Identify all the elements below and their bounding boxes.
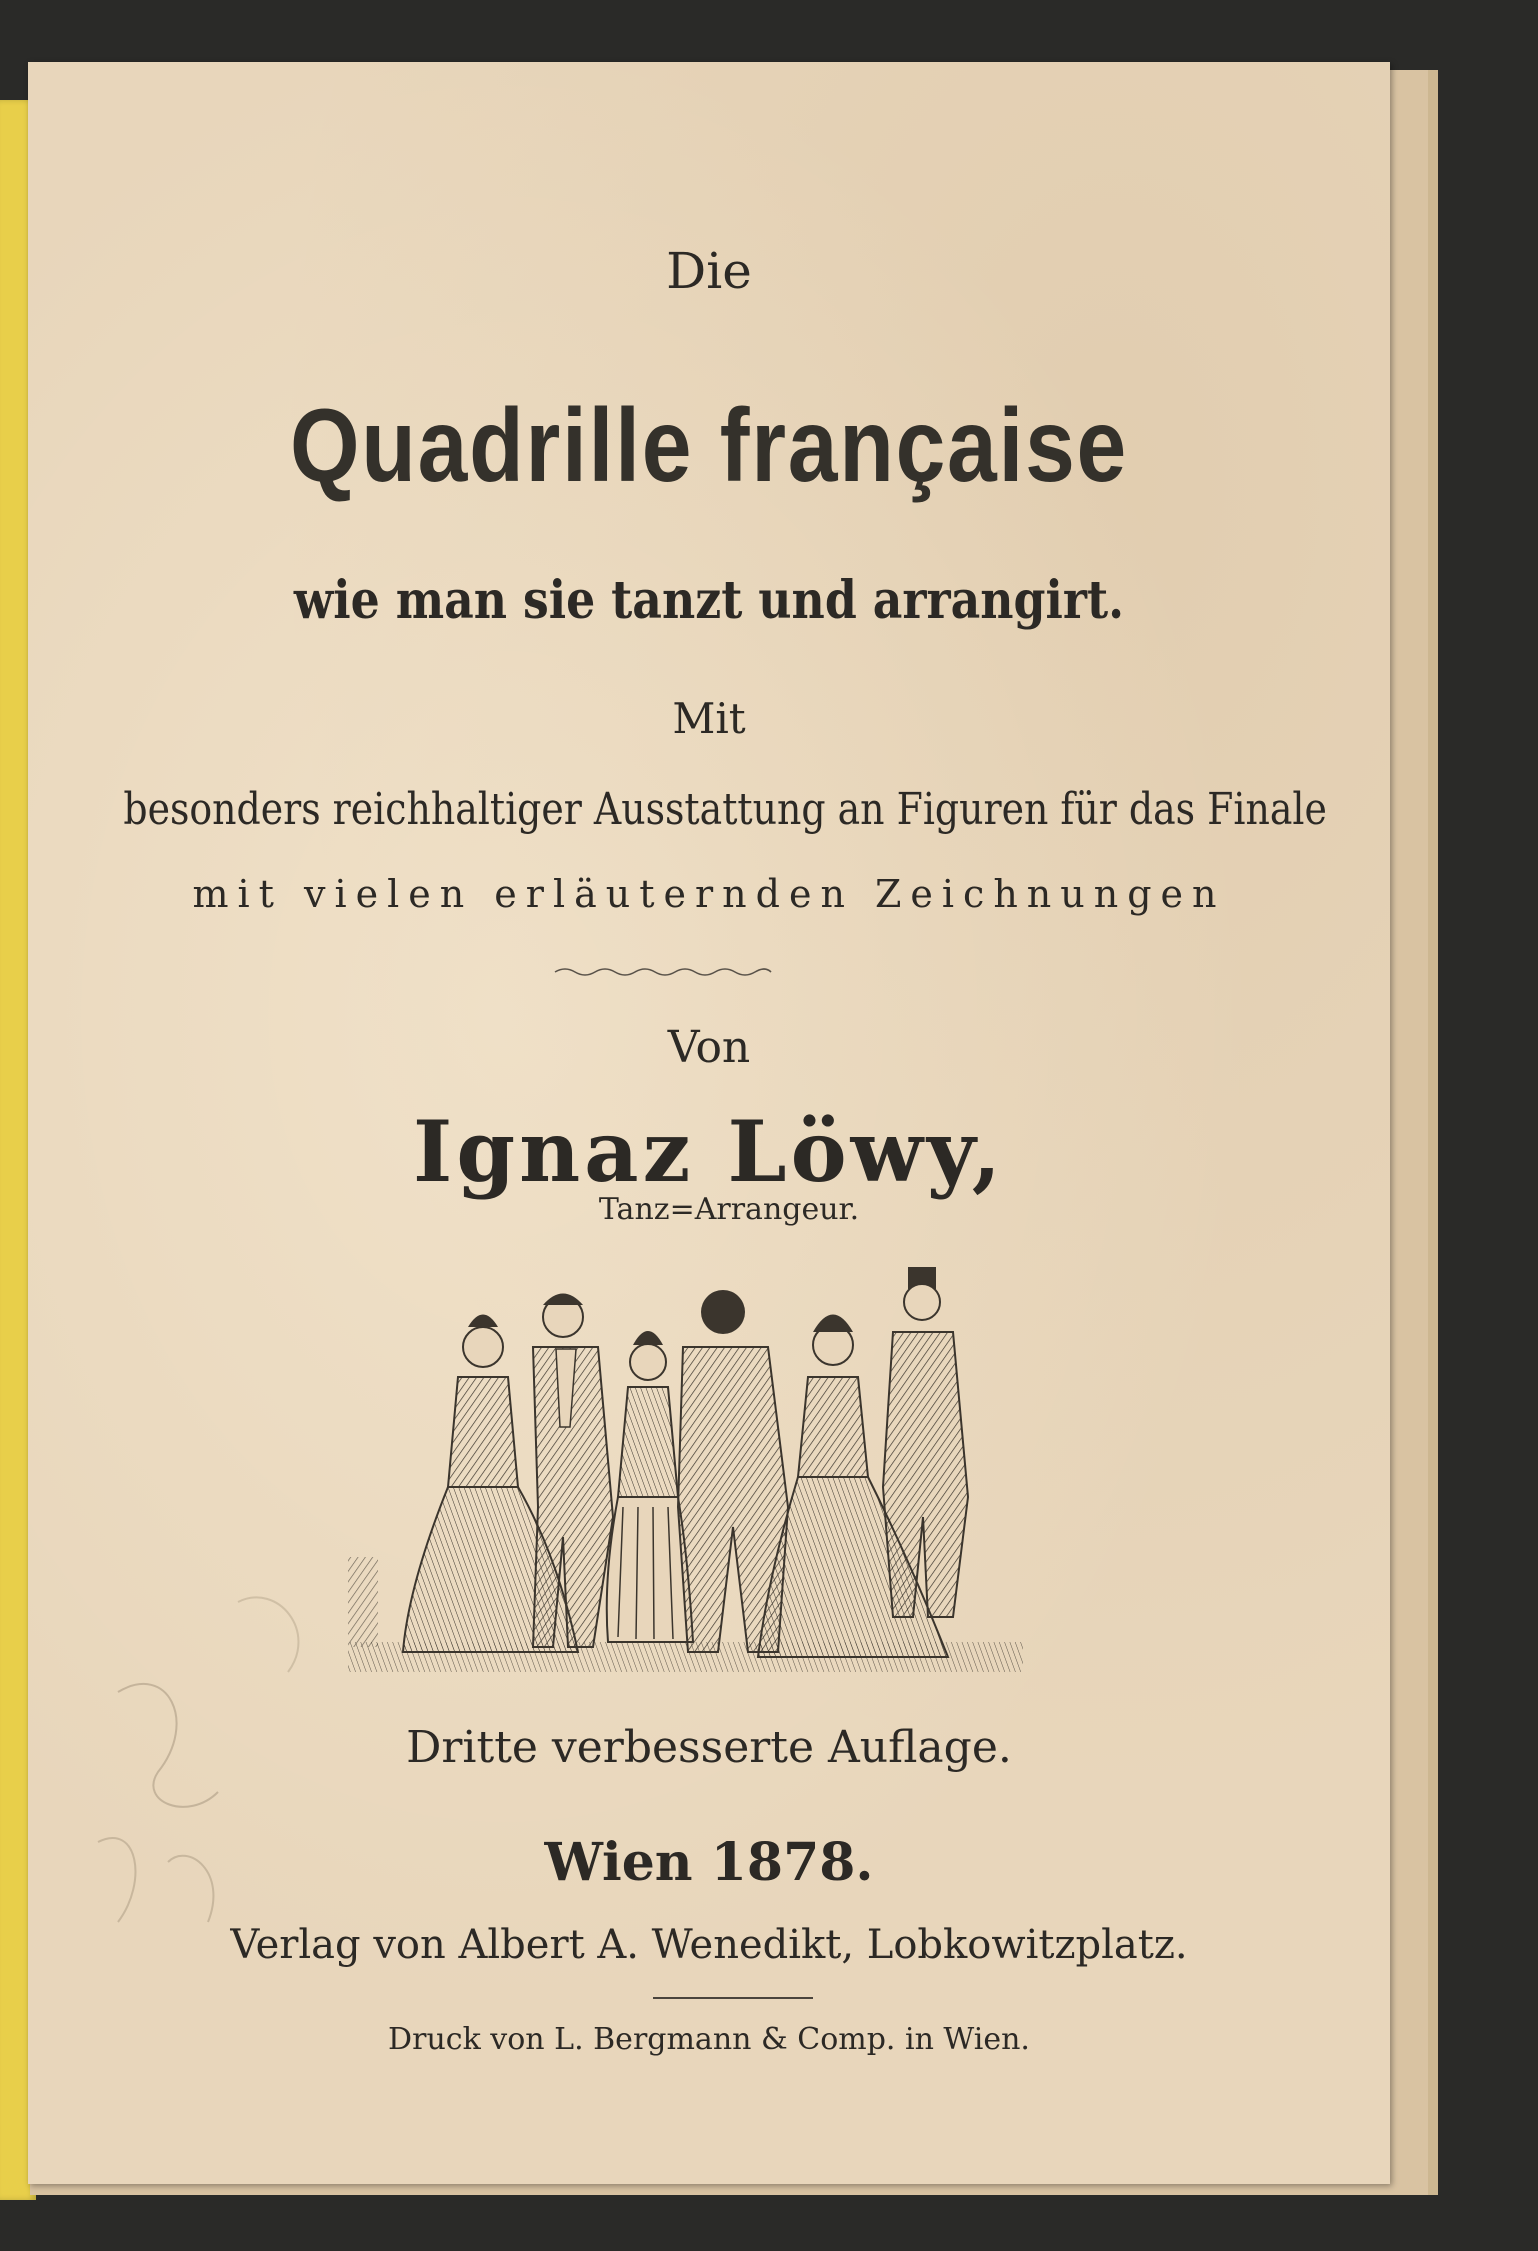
pre-title: Die xyxy=(666,242,752,300)
edition-statement: Dritte verbesserte Auflage. xyxy=(406,1722,1012,1773)
von-label: Von xyxy=(667,1022,751,1073)
dancing-couples-illustration xyxy=(348,1257,1023,1682)
mit-label: Mit xyxy=(672,694,746,743)
main-title: Quadrille française xyxy=(290,388,1128,504)
subtitle: wie man sie tanzt und arrangirt. xyxy=(293,570,1125,631)
title-page xyxy=(28,62,1390,2184)
ornamental-divider-icon xyxy=(553,962,773,982)
description-line-1: besonders reichhaltiger Ausstattung an Figuren für das Finale xyxy=(123,784,1327,835)
printer-line: Druck von L. Bergmann & Comp. in Wien. xyxy=(388,2022,1030,2057)
publisher-line: Verlag von Albert A. Wenedikt, Lobkowitzplatz. xyxy=(230,1922,1188,1968)
place-and-year: Wien 1878. xyxy=(544,1832,874,1893)
author-role: Tanz=Arrangeur. xyxy=(598,1192,860,1227)
printer-rule xyxy=(653,1997,813,1999)
description-line-2: mit vielen erläuternden Zeichnungen xyxy=(192,872,1226,916)
author-name: Ignaz Löwy, xyxy=(413,1102,1005,1201)
